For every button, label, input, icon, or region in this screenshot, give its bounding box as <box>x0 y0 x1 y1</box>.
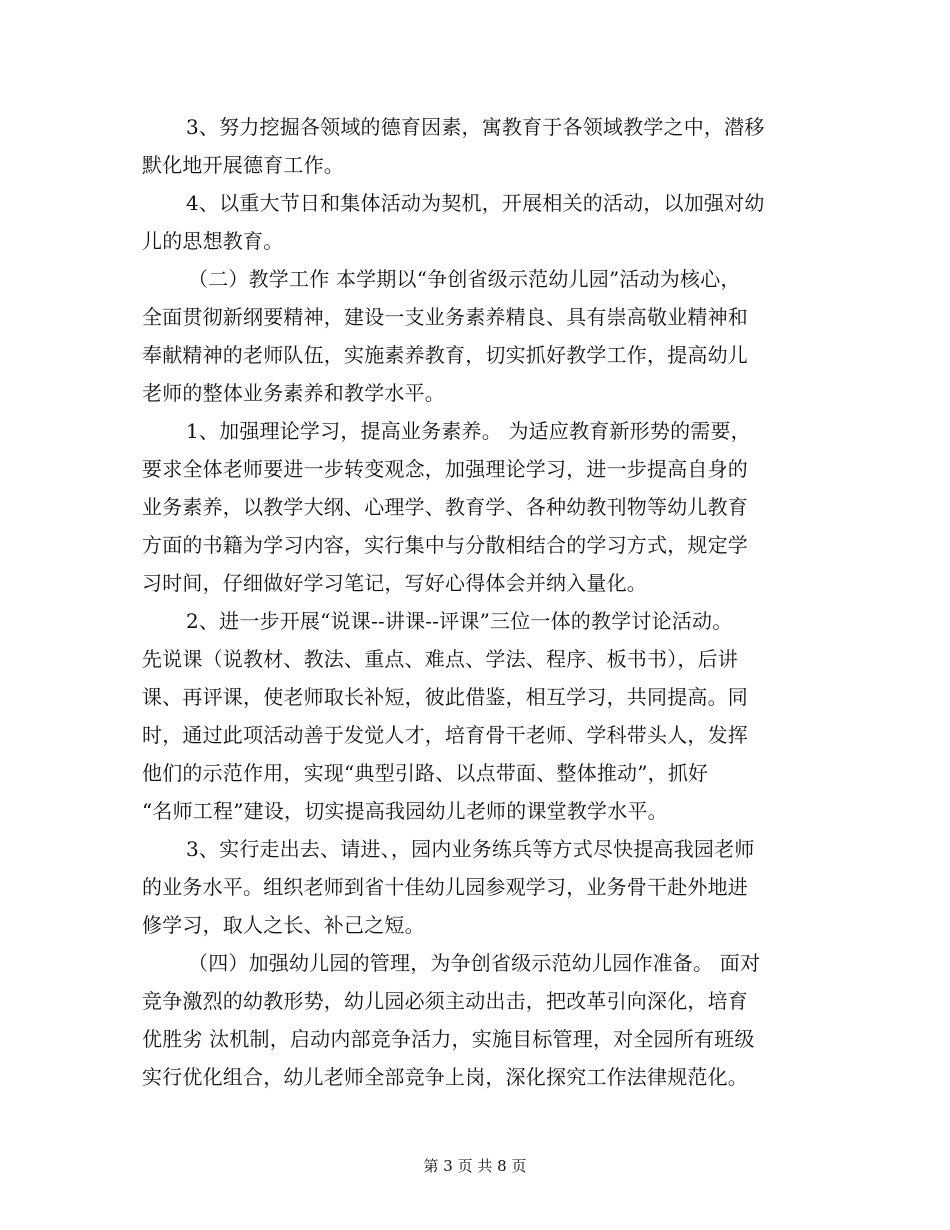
paragraph-line: 优胜劣 汰机制，启动内部竞争活力，实施目标管理，对全园所有班级 <box>142 1027 755 1051</box>
paragraph-line: 1、加强理论学习，提高业务素养。 为适应教育新形势的需要， <box>186 419 751 443</box>
paragraph-line: 竞争激烈的幼教形势，幼儿园必须主动出击，把改革引向深化，培育 <box>142 989 748 1013</box>
paragraph-line: 习时间，仔细做好学习笔记，写好心得体会并纳入量化。 <box>142 571 647 595</box>
paragraph-line: 时，通过此项活动善于发觉人才，培育骨干老师、学科带头人，发挥 <box>142 723 748 747</box>
paragraph-line: 业务素养，以教学大纲、心理学、教育学、各种幼教刊物等幼儿教育 <box>142 495 748 519</box>
paragraph-line: 4、以重大节日和集体活动为契机，开展相关的活动，以加强对幼 <box>186 191 765 215</box>
paragraph-line: 他们的示范作用，实现“典型引路、以点带面、整体推动”，抓好 <box>142 761 709 785</box>
paragraph-line: 实行优化组合，幼儿老师全部竞争上岗，深化探究工作法律规范化。 <box>142 1065 748 1089</box>
paragraph-line: 儿的思想教育。 <box>142 229 284 253</box>
paragraph-line: 奉献精神的老师队伍，实施素养教育，切实抓好教学工作，提高幼儿 <box>142 343 748 367</box>
section-heading-line: （二）教学工作 本学期以“争创省级示范幼儿园”活动为核心， <box>188 267 741 291</box>
paragraph-line: 3、努力挖掘各领域的德育因素，寓教育于各领域教学之中，潜移 <box>186 115 765 139</box>
paragraph-line: 默化地开展德育工作。 <box>142 153 344 177</box>
paragraph-line: 要求全体老师要进一步转变观念，加强理论学习，进一步提高自身的 <box>142 457 748 481</box>
paragraph-line: 修学习，取人之长、补己之短。 <box>142 913 425 937</box>
paragraph-line: 2、进一步开展“说课--讲课--评课”三位一体的教学讨论活动。 <box>186 609 733 633</box>
paragraph-line: 先说课（说教材、教法、重点、难点、学法、程序、板书书），后讲 <box>142 647 738 671</box>
section-heading-line: （四）加强幼儿园的管理，为争创省级示范幼儿园作准备。 面对 <box>188 951 761 975</box>
paragraph-line: “名师工程”建设，切实提高我园幼儿老师的课堂教学水平。 <box>142 799 668 823</box>
paragraph-line: 3、实行走出去、请进、，园内业务练兵等方式尽快提高我园老师 <box>186 837 755 861</box>
paragraph-line: 全面贯彻新纲要精神，建设一支业务素养精良、具有崇高敬业精神和 <box>142 305 748 329</box>
paragraph-line: 的业务水平。组织老师到省十佳幼儿园参观学习，业务骨干赴外地进 <box>142 875 748 899</box>
document-body <box>142 108 807 1096</box>
paragraph-line: 方面的书籍为学习内容，实行集中与分散相结合的学习方式，规定学 <box>142 533 748 557</box>
paragraph-line: 老师的整体业务素养和教学水平。 <box>142 381 445 405</box>
paragraph-line: 课、再评课，使老师取长补短，彼此借鉴，相互学习，共同提高。同 <box>142 685 748 709</box>
page-number-footer: 第 3 页 共 8 页 <box>423 1157 527 1175</box>
